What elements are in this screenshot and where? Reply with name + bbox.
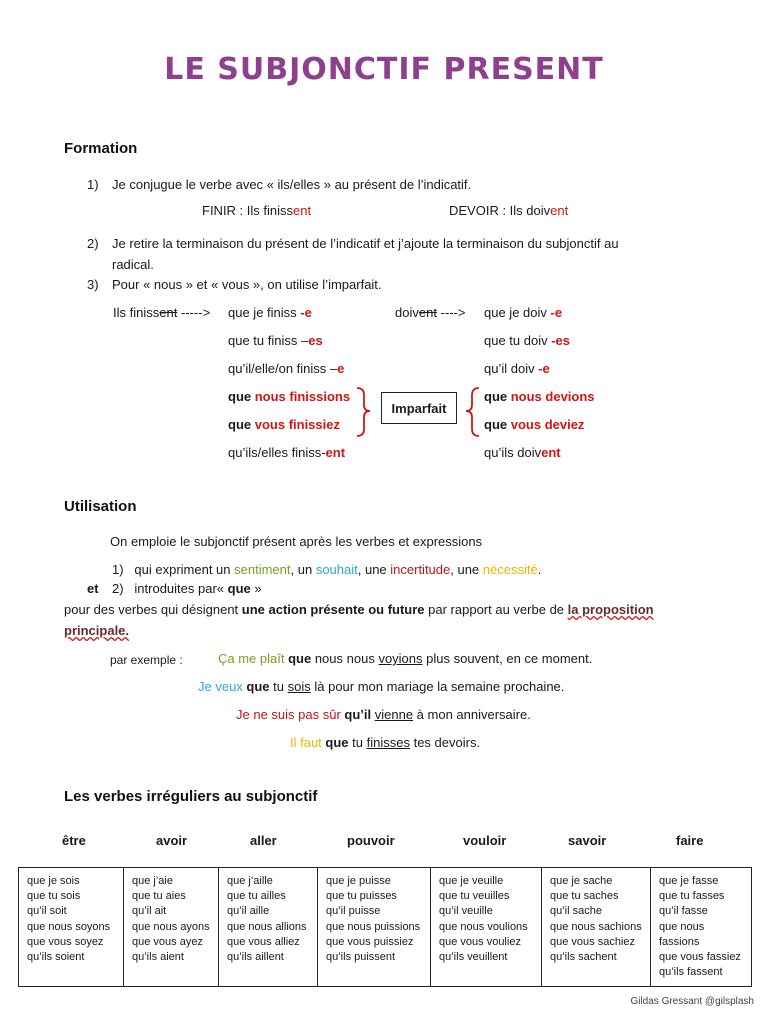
et-label: et: [87, 581, 99, 596]
finir-conj-2: [228, 333, 323, 348]
devoir-conj-6: [484, 445, 561, 460]
verb-header-etre: être: [62, 833, 86, 848]
conj-ending: nous finissions: [254, 389, 351, 404]
devoir-conj-4: [484, 389, 595, 404]
conj-line: que nous allions: [227, 920, 307, 933]
example-text: tu: [348, 735, 367, 750]
conj-line: que j’aille: [227, 875, 273, 887]
conj-line: que nous soyons: [27, 920, 111, 933]
table-row: [19, 868, 752, 987]
verb-column-aller: [219, 868, 318, 987]
conj-line: qu’ils sachent: [550, 951, 617, 964]
example-trigger: Je ne suis pas sûr: [236, 707, 341, 722]
conj-base: que: [228, 389, 255, 404]
example-trigger: Je veux: [198, 679, 243, 694]
verb-column-avoir: [124, 868, 219, 987]
verb-column-pouvoir: [318, 868, 431, 987]
item-2: [112, 581, 262, 596]
example-trigger: Ça me plaît: [218, 651, 285, 666]
conj-line: qu’ils aient: [132, 951, 184, 964]
conj-base: que: [484, 417, 511, 432]
rule-line-1: [64, 602, 654, 617]
devoir-struck-ending: ent: [418, 305, 437, 320]
verb-header-faire: faire: [676, 833, 704, 848]
example-text: là pour mon mariage la semaine prochaine.: [310, 679, 565, 694]
conj-line: que tu fasses: [659, 890, 725, 903]
conj-base: que: [228, 417, 255, 432]
example-text: tes devoirs.: [409, 735, 481, 750]
devoir-conj-1: [484, 305, 562, 320]
finir-arrow: ----->: [177, 305, 211, 320]
conj-line: que vous ayez: [132, 935, 203, 948]
conj-ending: -e: [300, 305, 312, 320]
item-2-text: introduites par«: [134, 581, 228, 596]
conj-line: que je fasse: [659, 875, 719, 887]
conj-line: que vous alliez: [227, 935, 300, 948]
conj-ending: vous deviez: [510, 417, 585, 432]
item-1-text: qui expriment un: [134, 562, 235, 577]
item-1-number: 1): [112, 562, 124, 577]
necessite-word: nécessité: [482, 562, 538, 577]
conj-base: que je finiss: [228, 305, 301, 320]
step-3-text: Pour « nous » et « vous », on utilise l’imparfait.: [112, 277, 382, 292]
conj-line: que j’aie: [132, 875, 173, 887]
conj-ending: e: [337, 361, 345, 376]
verb-column-savoir: [542, 868, 651, 987]
left-curly-bracket: [466, 388, 479, 436]
step-2-text-line1: Je retire la terminaison du présent de l’indicatif et j’ajoute la terminaison du subjonctif au: [112, 236, 619, 251]
incertitude-word: incertitude: [390, 562, 451, 577]
conj-base: que je doiv: [484, 305, 551, 320]
conj-base: qu’il/elle/on finiss –: [228, 361, 338, 376]
devoir-ending: ent: [550, 203, 569, 218]
que-word: que: [227, 581, 251, 596]
par-exemple-label: par exemple :: [110, 653, 183, 667]
conj-ending: vous finissiez: [254, 417, 340, 432]
conj-line: que vous fassiez: [659, 951, 741, 964]
devoir-indicatif: [395, 305, 465, 320]
step-1-number: 1): [87, 177, 99, 192]
conj-ending: ent: [541, 445, 561, 460]
right-curly-bracket: [357, 388, 370, 436]
conj-base: qu’ils/elles finiss-: [228, 445, 326, 460]
conj-line: qu’ils soient: [27, 951, 85, 964]
conj-base: qu’il doiv: [484, 361, 539, 376]
verb-header-pouvoir: pouvoir: [347, 833, 395, 848]
conj-line: que tu veuilles: [439, 890, 510, 903]
footer-credit: Gildas Gressant @gilsplash: [630, 996, 754, 1007]
example-text: à mon anniversaire.: [413, 707, 531, 722]
step-2-number: 2): [87, 236, 99, 251]
finir-conj-3: [228, 361, 344, 376]
conj-ending: -es: [551, 333, 571, 348]
conj-ending: -e: [538, 361, 550, 376]
conj-line: que vous sachiez: [550, 935, 635, 948]
step-3-number: 3): [87, 277, 99, 292]
conj-line: que tu saches: [550, 890, 619, 903]
verb-header-aller: aller: [250, 833, 277, 848]
item-2-number: 2): [112, 581, 124, 596]
rule-bold: une action présente ou future: [241, 602, 425, 617]
devoir-indicatif-stem: doiv: [395, 305, 419, 320]
rule-text-2: par rapport au verbe de: [424, 602, 568, 617]
conj-line: que tu ailles: [227, 890, 286, 903]
irreguliers-heading: Les verbes irréguliers au subjonctif: [64, 788, 318, 805]
page-title: LE SUBJONCTIF PRESENT: [164, 52, 604, 87]
finir-conj-5: [228, 417, 340, 432]
conj-base: que tu finiss –: [228, 333, 309, 348]
conj-line: qu’il sache: [550, 905, 602, 918]
conj-base: qu’ils doiv: [484, 445, 542, 460]
conj-line: qu’ils veuillent: [439, 951, 508, 964]
devoir-conj-5: [484, 417, 584, 432]
proposition-link: la proposition: [567, 602, 654, 617]
rule-line-2: principale.: [64, 623, 130, 638]
devoir-example: [449, 203, 568, 218]
example-verb: sois: [287, 679, 311, 694]
finir-ending: ent: [293, 203, 312, 218]
conj-line: que tu sois: [27, 890, 81, 903]
example-verb: vienne: [374, 707, 414, 722]
step-1-text: Je conjugue le verbe avec « ils/elles » au présent de l’indicatif.: [112, 177, 472, 192]
item-1: [112, 562, 541, 577]
period: .: [537, 562, 542, 577]
finir-struck-ending: ent: [159, 305, 178, 320]
conj-line: que nous fassions: [659, 920, 705, 948]
conj-line: que vous soyez: [27, 935, 104, 948]
conj-line: que nous puissions: [326, 920, 421, 933]
conj-ending: ent: [325, 445, 346, 460]
conj-line: que je sache: [550, 875, 613, 887]
example-que: qu’il: [340, 707, 372, 722]
example-verb: finisses: [366, 735, 410, 750]
conj-ending: nous devions: [510, 389, 595, 404]
conj-base: que: [484, 389, 511, 404]
conj-base: que tu doiv: [484, 333, 552, 348]
verb-column-etre: [19, 868, 124, 987]
finir-conj-4: [228, 389, 350, 404]
verb-column-vouloir: [431, 868, 542, 987]
conj-line: que je puisse: [326, 875, 391, 887]
example-text: nous nous: [311, 651, 379, 666]
utilisation-intro: On emploie le subjonctif présent après les verbes et expressions: [110, 534, 483, 549]
conj-line: que nous ayons: [132, 920, 210, 933]
example-verb: voyions: [378, 651, 423, 666]
verb-header-vouloir: vouloir: [463, 833, 507, 848]
conj-line: qu’il fasse: [659, 905, 708, 918]
finir-conj-6: [228, 445, 345, 460]
example-text: tu: [269, 679, 288, 694]
rule-text: pour des verbes qui désignent: [64, 602, 242, 617]
conj-line: que tu puisses: [326, 890, 397, 903]
conj-line: qu’il veuille: [439, 905, 493, 918]
conj-line: que je veuille: [439, 875, 504, 887]
item-2-close: »: [250, 581, 262, 596]
sentiment-word: sentiment: [234, 562, 291, 577]
example-que: que: [284, 651, 312, 666]
imparfait-box: Imparfait: [381, 392, 457, 424]
conj-line: que vous puissiez: [326, 935, 414, 948]
example-trigger: Il faut: [290, 735, 322, 750]
step-2-text-line2: radical.: [112, 257, 154, 272]
example-que: que: [242, 679, 270, 694]
example-4: [290, 735, 480, 750]
conj-line: qu’il ait: [132, 905, 167, 918]
devoir-conj-2: [484, 333, 570, 348]
souhait-word: souhait: [315, 562, 358, 577]
separator: , une: [357, 562, 391, 577]
irregular-verbs-table: [18, 867, 752, 987]
conj-ending: es: [308, 333, 323, 348]
separator: , un: [290, 562, 316, 577]
separator: , une: [450, 562, 483, 577]
finir-stem: FINIR : Ils finiss: [202, 203, 294, 218]
conj-line: que tu aies: [132, 890, 186, 903]
example-que: que: [321, 735, 349, 750]
conj-line: qu’il aille: [227, 905, 270, 918]
finir-indicatif: [113, 305, 210, 320]
conj-line: qu’ils aillent: [227, 951, 284, 964]
example-1: [218, 651, 592, 666]
conj-line: qu’il soit: [27, 905, 67, 918]
conj-line: qu’ils fassent: [659, 966, 723, 979]
devoir-stem: DEVOIR : Ils doiv: [449, 203, 551, 218]
devoir-arrow: ---->: [436, 305, 466, 320]
example-2: [198, 679, 564, 694]
finir-conj-1: [228, 305, 312, 320]
conj-line: qu’ils puissent: [326, 951, 396, 964]
verb-column-faire: [651, 868, 752, 987]
conj-line: que nous voulions: [439, 920, 528, 933]
conj-line: que nous sachions: [550, 920, 642, 933]
finir-indicatif-stem: Ils finiss: [113, 305, 160, 320]
finir-example: [202, 203, 311, 218]
conj-line: qu’il puisse: [326, 905, 381, 918]
conj-line: que vous vouliez: [439, 935, 521, 948]
verb-header-avoir: avoir: [156, 833, 188, 848]
conj-line: que je sois: [27, 875, 80, 887]
verb-header-savoir: savoir: [568, 833, 607, 848]
conj-ending: -e: [550, 305, 563, 320]
example-3: [236, 707, 531, 722]
formation-heading: Formation: [64, 140, 138, 157]
devoir-conj-3: [484, 361, 550, 376]
utilisation-heading: Utilisation: [64, 498, 137, 515]
example-text: plus souvent, en ce moment.: [422, 651, 593, 666]
